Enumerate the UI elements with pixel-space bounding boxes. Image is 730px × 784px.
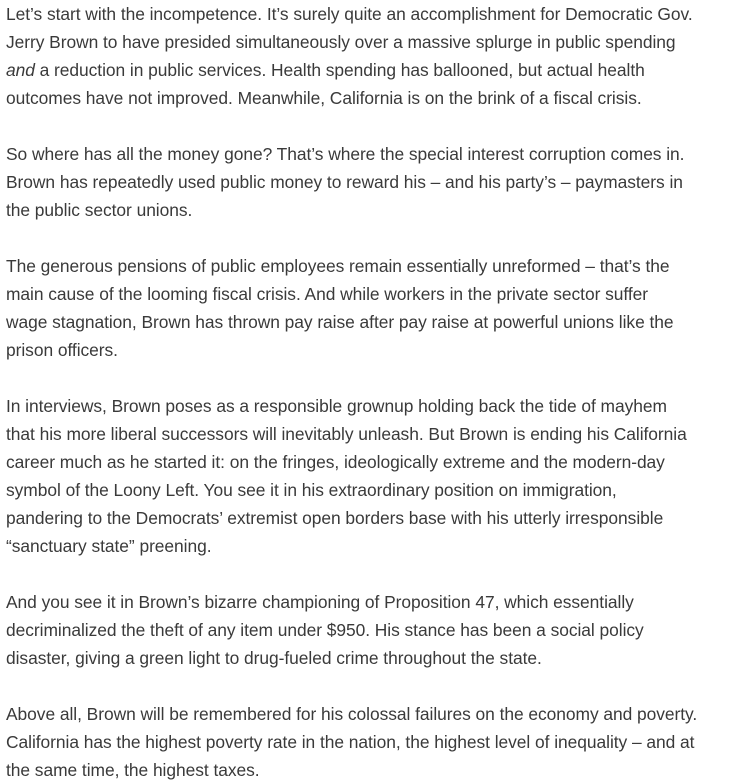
text-line: The generous pensions of public employees remain essentially unreformed – that’s the [6, 256, 670, 276]
text-line: outcomes have not improved. Meanwhile, California is on the brink of a fiscal crisis. [6, 88, 642, 108]
text-line: symbol of the Loony Left. You see it in his extraordinary position on immigration, [6, 480, 617, 500]
text-line: decriminalized the theft of any item under $950. His stance has been a social policy [6, 620, 644, 640]
paragraph-3 [6, 252, 728, 364]
text-line: California has the highest poverty rate in the nation, the highest level of inequality – and at [6, 732, 695, 752]
text-line: disaster, giving a green light to drug-fueled crime throughout the state. [6, 648, 542, 668]
paragraph-2 [6, 140, 728, 224]
text-line: wage stagnation, Brown has thrown pay raise after pay raise at powerful unions like the [6, 312, 674, 332]
text-line [6, 56, 728, 84]
paragraph-5 [6, 588, 728, 672]
text-line: So where has all the money gone? That’s where the special interest corruption comes in. [6, 144, 685, 164]
text-line: the public sector unions. [6, 200, 193, 220]
text-line: prison officers. [6, 340, 118, 360]
text-line: Brown has repeatedly used public money to reward his – and his party’s – paymasters in [6, 172, 683, 192]
text-line: that his more liberal successors will inevitably unleash. But Brown is ending his California [6, 424, 687, 444]
text-line: pandering to the Democrats’ extremist open borders base with his utterly irresponsible [6, 508, 664, 528]
paragraph-6 [6, 700, 728, 784]
text-line: Let’s start with the incompetence. It’s surely quite an accomplishment for Democratic Gov. [6, 4, 693, 24]
article-body [6, 0, 728, 784]
text-line: “sanctuary state” preening. [6, 536, 212, 556]
text-line: In interviews, Brown poses as a responsible grownup holding back the tide of mayhem [6, 396, 667, 416]
text-line: the same time, the highest taxes. [6, 760, 260, 780]
paragraph-4 [6, 392, 728, 560]
emphasis-text: and [6, 60, 35, 80]
text-line: main cause of the looming fiscal crisis. And while workers in the private sector suffer [6, 284, 648, 304]
text-line: career much as he started it: on the fringes, ideologically extreme and the modern-day [6, 452, 665, 472]
text-line: Jerry Brown to have presided simultaneously over a massive splurge in public spending [6, 32, 676, 52]
text-line: Above all, Brown will be remembered for his colossal failures on the economy and poverty. [6, 704, 698, 724]
text-line: And you see it in Brown’s bizarre championing of Proposition 47, which essentially [6, 592, 634, 612]
paragraph-1 [6, 0, 728, 112]
text-run: a reduction in public services. Health spending has ballooned, but actual health [34, 60, 645, 80]
